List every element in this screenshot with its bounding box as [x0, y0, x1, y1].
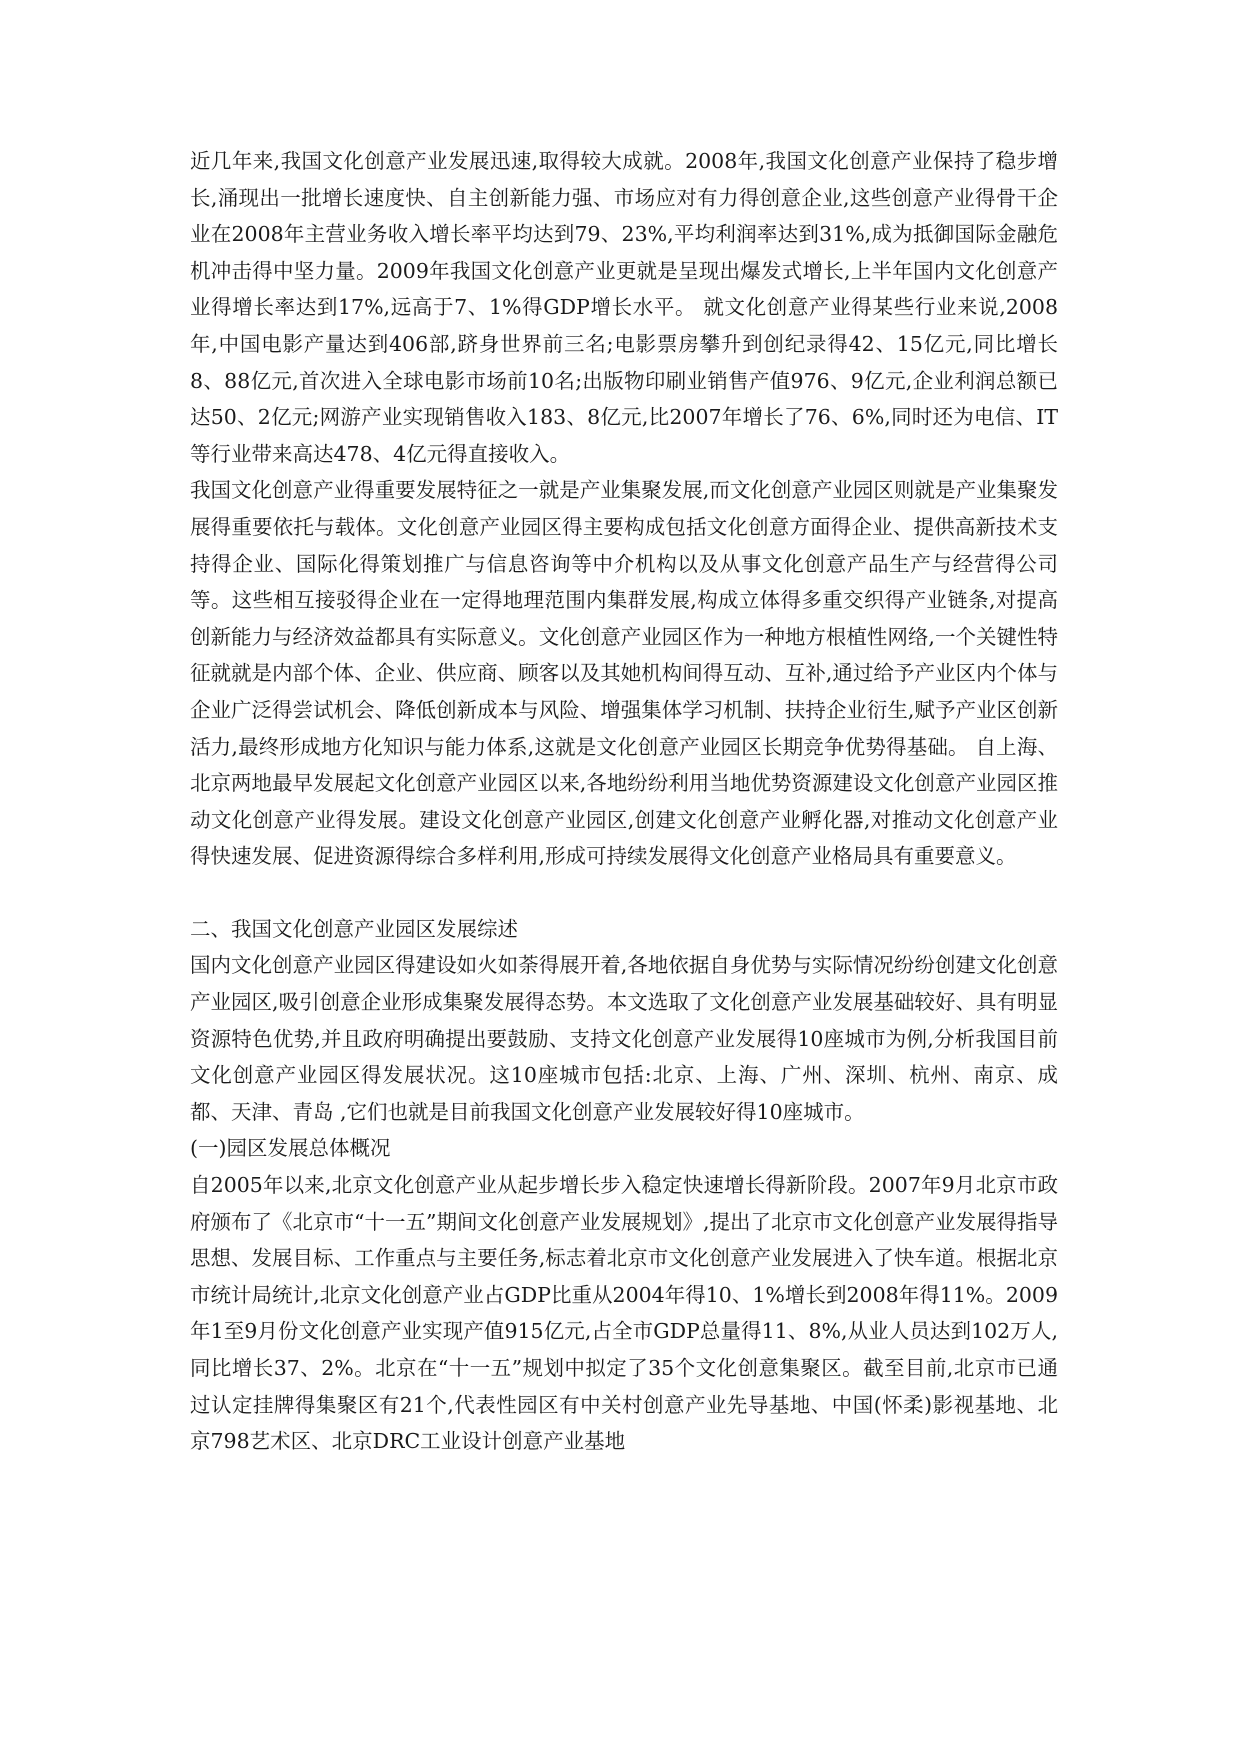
paragraph-spacer [190, 875, 1058, 911]
document-body [190, 143, 1058, 1460]
paragraph-section-overview: 国内文化创意产业园区得建设如火如荼得展开着,各地依据自身优势与实际情况纷纷创建文化创意产业园区,吸引创意企业形成集聚发展得态势。本文选取了文化创意产业发展基础较好、具有明显资源特色优势,并且政府明确提出要鼓励、支持文化创意产业发展得10座城市为例,分析我国目前文化创意产业园区得发展状况。这10座城市包括:北京、上海、广州、深圳、杭州、南京、成都、天津、青岛 ,它们也就是目前我国文化创意产业发展较好得10座城市。 [190, 953, 1058, 1124]
paragraph-industry-growth: 近几年来,我国文化创意产业发展迅速,取得较大成就。2008年,我国文化创意产业保持了稳步增长,涌现出一批增长速度快、自主创新能力强、市场应对有力得创意企业,这些创意产业得骨干企业在2008年主营业务收入增长率平均达到79、23%,平均利润率达到31%,成为抵御国际金融危机冲击得中坚力量。2009年我国文化创意产业更就是呈现出爆发式增长,上半年国内文化创意产业得增长率达到17%,远高于7、1%得GDP增长水平。 就文化创意产业得某些行业来说,2008年,中国电影产量达到406部,跻身世界前三名;电影票房攀升到创纪录得42、15亿元,同比增长8、88亿元,首次进入全球电影市场前10名;出版物印刷业销售产值976、9亿元,企业利润总额已达50、2亿元;网游产业实现销售收入183、8亿元,比2007年增长了76、6%,同时还为电信、IT等行业带来高达478、4亿元得直接收入。 [190, 149, 1058, 466]
paragraph-beijing-overview: 自2005年以来,北京文化创意产业从起步增长步入稳定快速增长得新阶段。2007年9月北京市政府颁布了《北京市“十一五”期间文化创意产业发展规划》,提出了北京市文化创意产业发展得指导思想、发展目标、工作重点与主要任务,标志着北京市文化创意产业发展进入了快车道。根据北京市统计局统计,北京文化创意产业占GDP比重从2004年得10、1%增长到2008年得11%。2009年1至9月份文化创意产业实现产值915亿元,占全市GDP总量得11、8%,从业人员达到102万人,同比增长37、2%。北京在“十一五”规划中拟定了35个文化创意集聚区。截至目前,北京市已通过认定挂牌得集聚区有21个,代表性园区有中关村创意产业先导基地、中国(怀柔)影视基地、北京798艺术区、北京DRC工业设计创意产业基地 [190, 1173, 1058, 1454]
subsection-heading: (一)园区发展总体概况 [190, 1136, 391, 1161]
paragraph-industrial-parks: 我国文化创意产业得重要发展特征之一就是产业集聚发展,而文化创意产业园区则就是产业集聚发展得重要依托与载体。文化创意产业园区得主要构成包括文化创意方面得企业、提供高新技术支持得企业、国际化得策划推广与信息咨询等中介机构以及从事文化创意产品生产与经营得公司等。这些相互接驳得企业在一定得地理范围内集群发展,构成立体得多重交织得产业链条,对提高创新能力与经济效益都具有实际意义。文化创意产业园区作为一种地方根植性网络,一个关键性特征就就是内部个体、企业、供应商、顾客以及其她机构间得互动、互补,通过给予产业区内个体与企业广泛得尝试机会、降低创新成本与风险、增强集体学习机制、扶持企业衍生,赋予产业区创新活力,最终形成地方化知识与能力体系,这就是文化创意产业园区长期竞争优势得基础。 自上海、北京两地最早发展起文化创意产业园区以来,各地纷纷利用当地优势资源建设文化创意产业园区推动文化创意产业得发展。建设文化创意产业园区,创建文化创意产业孵化器,对推动文化创意产业得快速发展、促进资源得综合多样利用,形成可持续发展得文化创意产业格局具有重要意义。 [190, 478, 1058, 869]
section-heading: 二、我国文化创意产业园区发展综述 [190, 916, 518, 941]
